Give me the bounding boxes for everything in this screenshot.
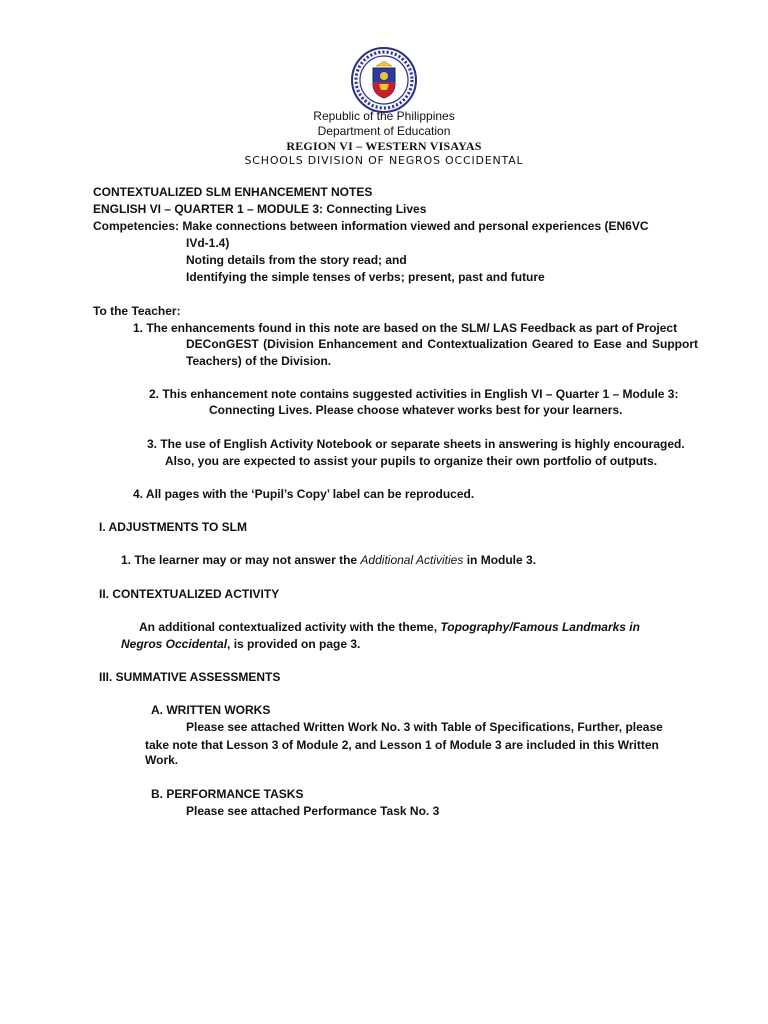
teacher-item-2-line-2: Connecting Lives. Please choose whatever works best for your learners. (209, 403, 623, 417)
section-2-text-end: , is provided on page 3. (227, 637, 361, 651)
teacher-item-3-line-2: Also, you are expected to assist your pupils to organize their own portfolio of outputs. (165, 454, 658, 468)
written-works-line-1: Please see attached Written Work No. 3 with Table of Specifications, Further, please (186, 720, 663, 734)
deped-seal (350, 46, 418, 114)
section-3-heading: III. SUMMATIVE ASSESSMENTS (99, 670, 281, 684)
competencies-line-4: Identifying the simple tenses of verbs; present, past and future (186, 270, 545, 284)
section-2-line-1 (139, 619, 640, 636)
teacher-item-3-line-1: 3. The use of English Activity Notebook or separate sheets in answering is highly encouraged. (147, 437, 685, 451)
teacher-item-4: 4. All pages with the ‘Pupil’s Copy’ label can be reproduced. (133, 487, 475, 501)
section-2-text: An additional contextualized activity with the theme, (139, 620, 441, 634)
performance-tasks-line-1: Please see attached Performance Task No. 3 (186, 804, 440, 818)
written-works-line-2: take note that Lesson 3 of Module 2, and Lesson 1 of Module 3 are included in this Written (145, 738, 659, 752)
header-division: SCHOOLS DIVISION OF NEGROS OCCIDENTAL (244, 154, 524, 167)
teacher-item-1-line-1: 1. The enhancements found in this note are based on the SLM/ LAS Feedback as part of Project (133, 321, 678, 335)
teacher-heading: To the Teacher: (93, 304, 181, 318)
teacher-item-1-line-3: Teachers) of the Division. (186, 354, 332, 368)
teacher-item-2-line-1: 2. This enhancement note contains suggested activities in English VI – Quarter 1 – Module 3: (149, 387, 679, 401)
teacher-item-1-line-2: DEConGEST (Division Enhancement and Contextualization Geared to Ease and Support (186, 337, 698, 351)
written-works-heading: A. WRITTEN WORKS (151, 703, 271, 717)
section-1-item-emphasis: Additional Activities (360, 553, 464, 567)
section-1-item (121, 552, 536, 569)
section-2-theme-end: Negros Occidental (121, 637, 228, 651)
section-1-heading: I. ADJUSTMENTS TO SLM (99, 520, 248, 534)
header-region: REGION VI – WESTERN VISAYAS (286, 139, 482, 153)
competencies-line-3: Noting details from the story read; and (186, 253, 407, 267)
module-line: ENGLISH VI – QUARTER 1 – MODULE 3: Connecting Lives (93, 202, 427, 216)
header-department: Department of Education (317, 124, 451, 138)
performance-tasks-heading: B. PERFORMANCE TASKS (151, 787, 304, 801)
section-2-theme: Topography/Famous Landmarks in (440, 620, 640, 634)
doc-title: CONTEXTUALIZED SLM ENHANCEMENT NOTES (93, 185, 373, 199)
competencies-line-2: IVd-1.4) (186, 236, 230, 250)
competencies-line-1: Competencies: Make connections between information viewed and personal experiences (EN6VC (93, 219, 649, 233)
written-works-line-3: Work. (145, 753, 179, 767)
header-republic: Republic of the Philippines (313, 109, 455, 123)
section-2-heading: II. CONTEXTUALIZED ACTIVITY (99, 587, 280, 601)
section-1-item-text-end: in Module 3. (463, 553, 537, 567)
section-2-line-2 (121, 636, 360, 653)
section-1-item-text: 1. The learner may or may not answer the (121, 553, 361, 567)
